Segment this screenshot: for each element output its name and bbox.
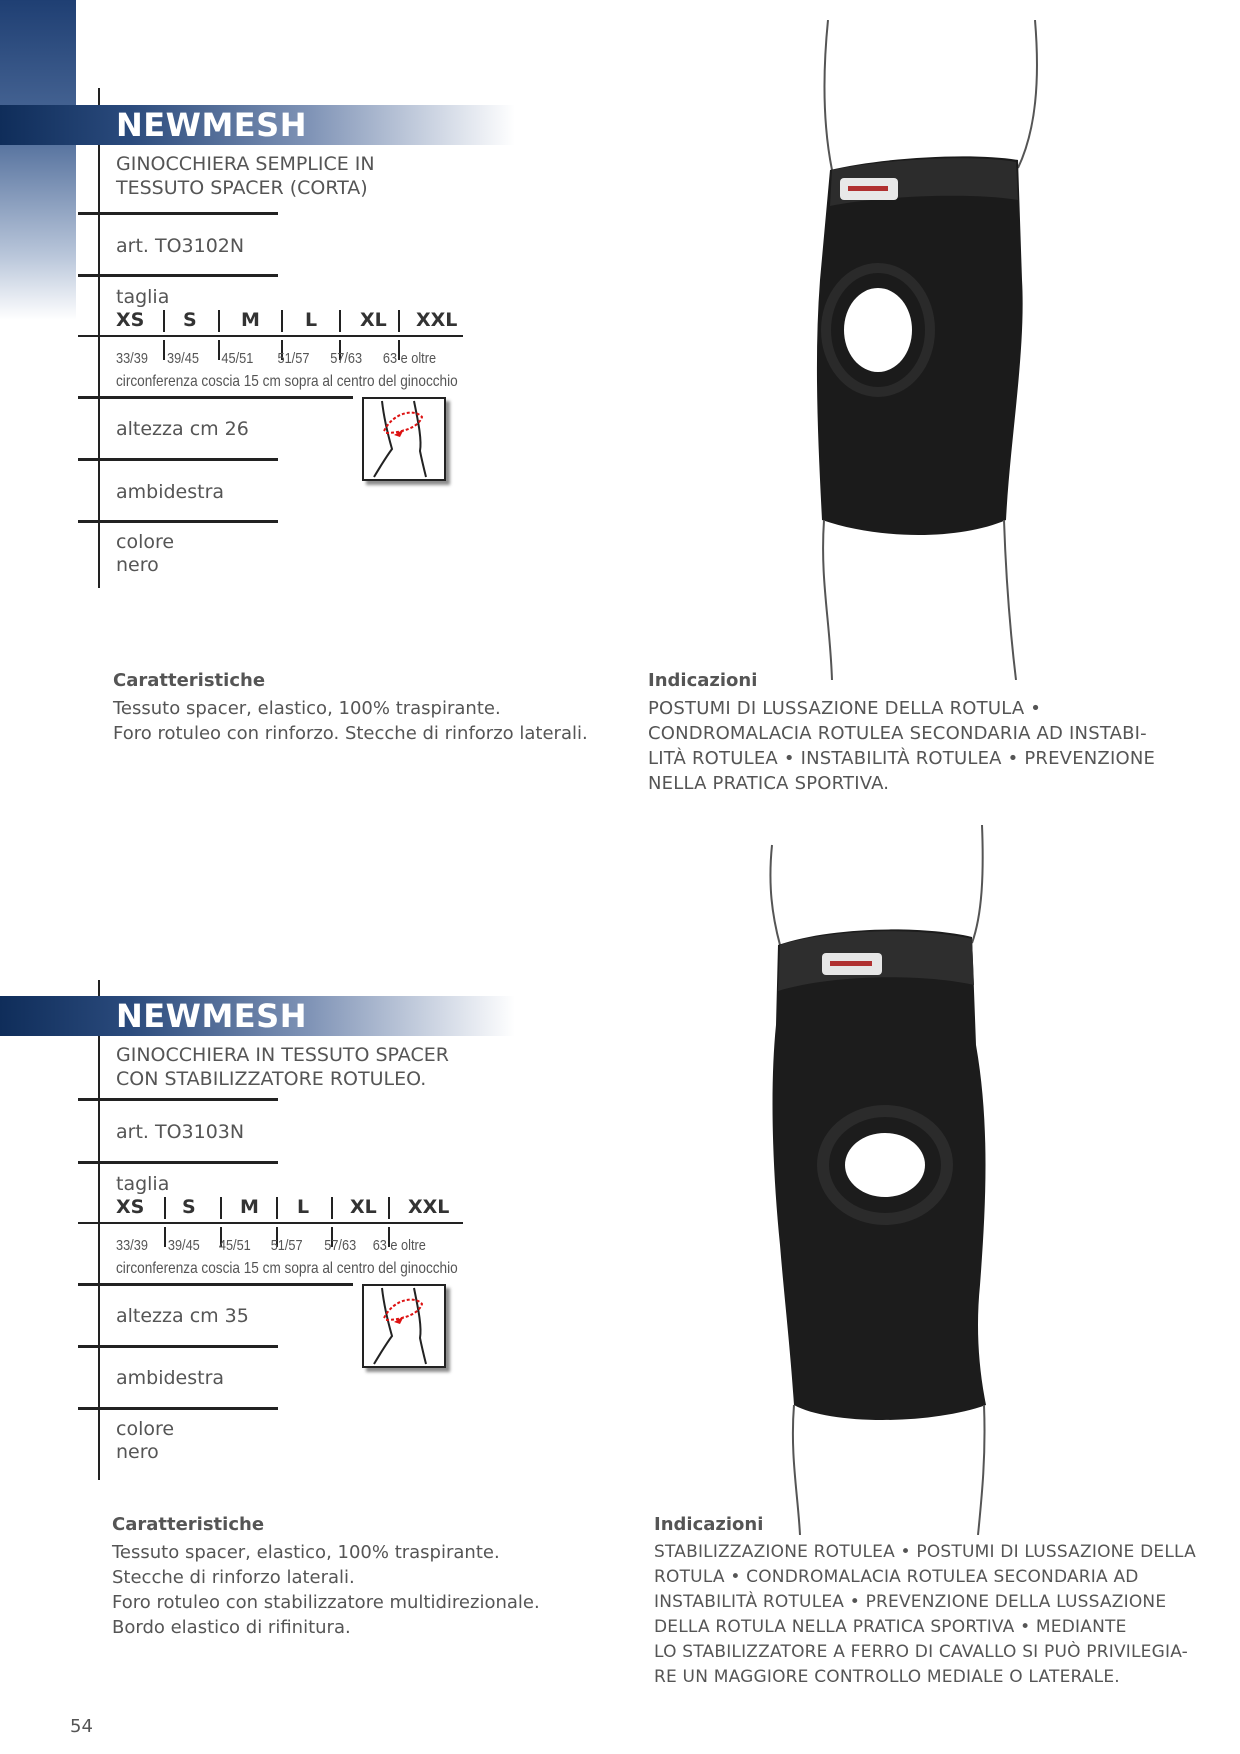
indications-line: POSTUMI DI LUSSAZIONE DELLA ROTULA • — [648, 698, 1042, 719]
product-subtitle — [116, 152, 456, 200]
features-title: Caratteristiche — [113, 670, 266, 691]
size-value: 63 e oltre — [372, 1237, 426, 1254]
indications-line: DELLA ROTULA NELLA PRATICA SPORTIVA • MEDIANTE — [654, 1617, 1127, 1637]
size-separator — [388, 1197, 390, 1219]
divider — [78, 1283, 353, 1286]
size-l: L — [297, 1196, 310, 1218]
size-s: S — [182, 1196, 196, 1218]
product-brand: NEWMESH — [116, 997, 307, 1035]
divider — [78, 1098, 278, 1101]
size-separator — [164, 1197, 166, 1219]
size-separator — [220, 1197, 222, 1219]
size-value: 57/63 — [324, 1237, 357, 1254]
features-line: Foro rotuleo con stabilizzatore multidirezionale. — [112, 1592, 540, 1613]
size-separator — [339, 310, 341, 332]
color-value: nero — [116, 554, 159, 576]
knee-measure-icon — [364, 1286, 444, 1366]
knee-brace-photo — [750, 825, 1010, 1535]
features-text — [112, 1540, 540, 1640]
divider — [78, 274, 278, 277]
color-spec — [116, 1418, 174, 1464]
circumference-note: circonferenza coscia 15 cm sopra al centro del ginocchio — [116, 1260, 458, 1277]
features-line: Bordo elastico di rifinitura. — [112, 1617, 351, 1638]
indications-line: STABILIZZAZIONE ROTULEA • POSTUMI DI LUSSAZIONE DELLA — [654, 1542, 1196, 1562]
features-line: Stecche di rinforzo laterali. — [112, 1567, 355, 1588]
indications-text — [654, 1540, 1196, 1690]
size-separator — [218, 310, 220, 332]
divider — [78, 212, 278, 215]
product-rule — [98, 980, 100, 1480]
divider — [78, 1345, 278, 1348]
product-subtitle — [116, 1043, 496, 1091]
side-spec: ambidestra — [116, 481, 225, 503]
indications-line: NELLA PRATICA SPORTIVA. — [648, 773, 890, 794]
size-label: taglia — [116, 286, 170, 308]
size-label: taglia — [116, 1173, 170, 1195]
indications-line: INSTABILITÀ ROTULEA • PREVENZIONE DELLA LUSSAZIONE — [654, 1592, 1167, 1612]
color-label: colore — [116, 1418, 175, 1440]
size-separator — [163, 340, 165, 360]
article-number: art. TO3102N — [116, 235, 245, 257]
size-l: L — [305, 309, 318, 331]
indications-line: LITÀ ROTULEA • INSTABILITÀ ROTULEA • PREVENZIONE — [648, 748, 1156, 769]
size-separator — [276, 1197, 278, 1219]
indications-line: CONDROMALACIA ROTULEA SECONDARIA AD INSTABI- — [648, 723, 1147, 744]
size-value: 39/45 — [167, 350, 199, 367]
size-separator — [163, 310, 165, 332]
size-separator — [281, 310, 283, 332]
size-value: 63 e oltre — [382, 350, 437, 367]
divider — [78, 1161, 278, 1164]
product-brand: NEWMESH — [116, 106, 307, 144]
measurement-diagram — [362, 1284, 446, 1368]
knee-brace-photo — [760, 20, 1090, 680]
size-m: M — [240, 1196, 259, 1218]
subtitle-line: GINOCCHIERA SEMPLICE IN — [116, 153, 375, 175]
size-value: 33/39 — [116, 1237, 148, 1254]
size-separator — [398, 310, 400, 332]
size-xs: XS — [116, 309, 145, 331]
color-label: colore — [116, 531, 175, 553]
divider — [78, 1407, 278, 1410]
features-line: Tessuto spacer, elastico, 100% traspirante. — [112, 1542, 500, 1563]
product-rule — [98, 88, 100, 588]
indications-line: ROTULA • CONDROMALACIA ROTULEA SECONDARIA AD — [654, 1567, 1139, 1587]
size-divider — [78, 1222, 463, 1224]
measurement-diagram — [362, 397, 446, 481]
size-xs: XS — [116, 1196, 145, 1218]
size-value: 51/57 — [277, 350, 310, 367]
subtitle-line: CON STABILIZZATORE ROTULEO. — [116, 1068, 427, 1090]
corner-tab — [0, 0, 76, 320]
indications-title: Indicazioni — [654, 1514, 764, 1535]
size-xxl: XXL — [416, 309, 458, 331]
size-value: 51/57 — [270, 1237, 303, 1254]
size-xxl: XXL — [408, 1196, 450, 1218]
divider — [78, 520, 278, 523]
divider — [78, 458, 278, 461]
size-value: 45/51 — [218, 1237, 251, 1254]
indications-text — [648, 696, 1155, 796]
size-separator — [164, 1227, 166, 1247]
circumference-note: circonferenza coscia 15 cm sopra al centro del ginocchio — [116, 373, 458, 390]
height-spec: altezza cm 26 — [116, 418, 249, 440]
features-line: Foro rotuleo con rinforzo. Stecche di rinforzo laterali. — [113, 723, 588, 744]
features-title: Caratteristiche — [112, 1514, 265, 1535]
size-m: M — [241, 309, 260, 331]
features-text — [113, 696, 588, 746]
divider — [78, 396, 353, 399]
size-divider — [78, 335, 463, 337]
size-xl: XL — [360, 309, 387, 331]
color-spec — [116, 531, 174, 577]
indications-line: RE UN MAGGIORE CONTROLLO MEDIALE O LATERALE. — [654, 1667, 1120, 1687]
size-value: 45/51 — [221, 350, 254, 367]
size-separator — [218, 340, 220, 360]
features-line: Tessuto spacer, elastico, 100% traspirante. — [113, 698, 501, 719]
page-number: 54 — [70, 1716, 93, 1737]
size-value: 33/39 — [116, 350, 148, 367]
size-separator — [331, 1197, 333, 1219]
size-xl: XL — [350, 1196, 377, 1218]
indications-line: LO STABILIZZATORE A FERRO DI CAVALLO SI PUÒ PRIVILEGIA- — [654, 1642, 1188, 1662]
subtitle-line: GINOCCHIERA IN TESSUTO SPACER — [116, 1044, 449, 1066]
side-spec: ambidestra — [116, 1367, 225, 1389]
indications-title: Indicazioni — [648, 670, 758, 691]
size-value: 39/45 — [167, 1237, 200, 1254]
color-value: nero — [116, 1441, 159, 1463]
size-value: 57/63 — [330, 350, 363, 367]
size-s: S — [183, 309, 197, 331]
knee-measure-icon — [364, 399, 444, 479]
subtitle-line: TESSUTO SPACER (CORTA) — [116, 177, 368, 199]
height-spec: altezza cm 35 — [116, 1305, 249, 1327]
article-number: art. TO3103N — [116, 1121, 245, 1143]
